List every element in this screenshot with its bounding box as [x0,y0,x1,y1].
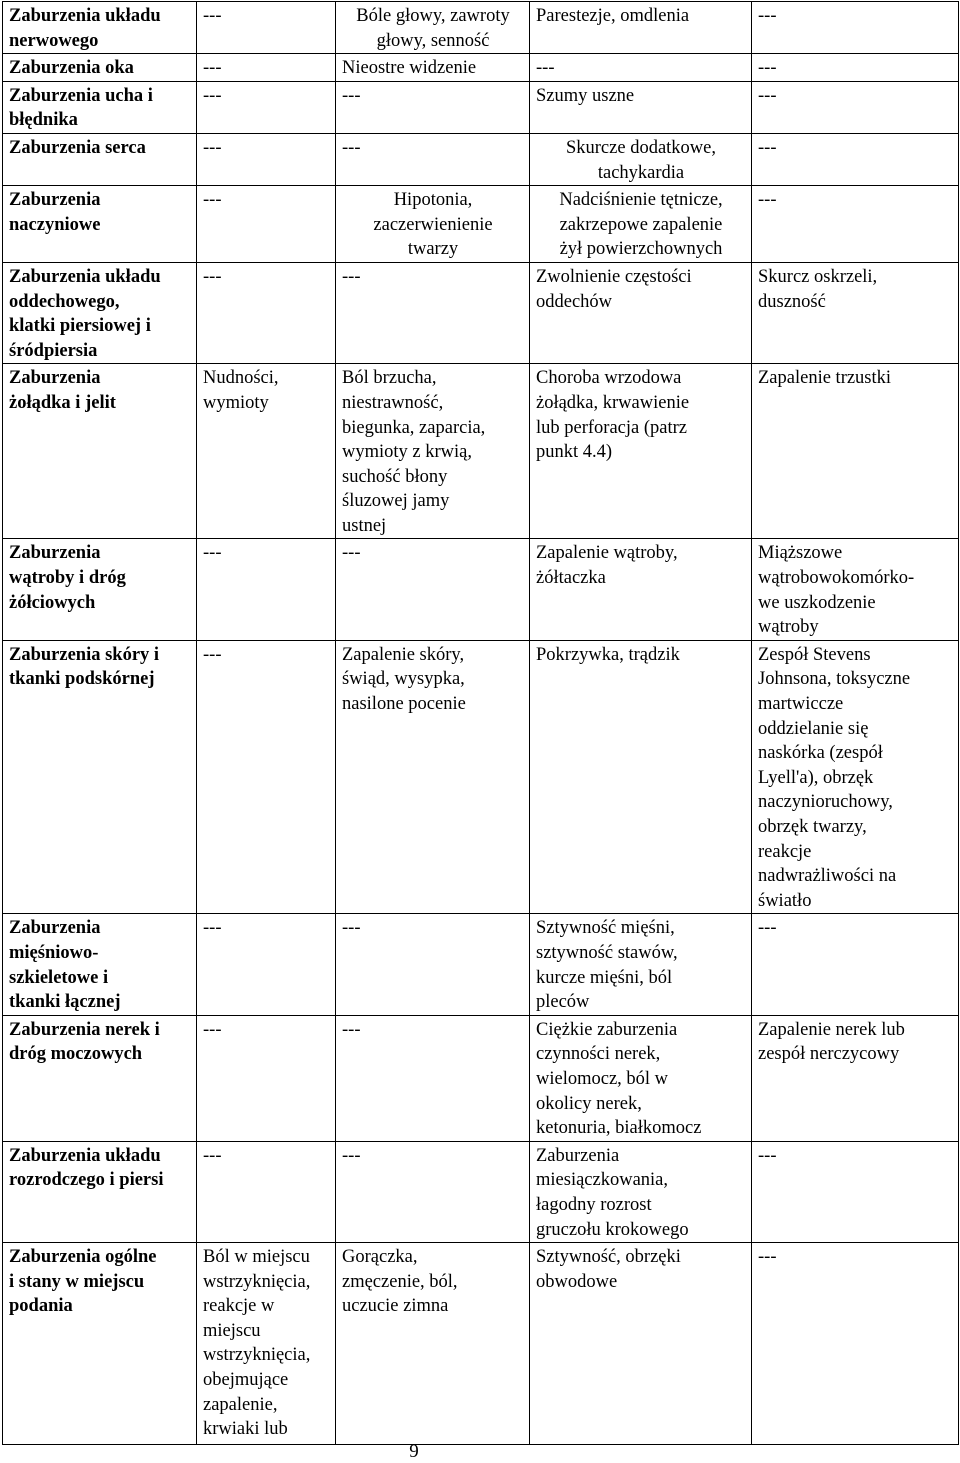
table-row [3,2,959,54]
cell-text-line: wymioty [203,392,269,413]
cell-text-line: nadwrażliwości na [758,866,897,887]
table-body [3,2,959,1445]
cell-text-line: --- [203,918,222,939]
organ-class-cell [3,914,197,1015]
cell-text-line: pleców [536,992,590,1013]
cell-text-line: biegunka, zaparcia, [342,417,486,438]
cell-text-line: Zapalenie trzustki [758,368,892,389]
frequency-col-4-cell [752,54,959,82]
cell-text-line: nasilone pocenie [342,694,466,715]
frequency-col-1-cell [197,914,336,1015]
cell-text-line: Ból brzucha, [342,368,437,389]
cell-text-line: krwiaki lub [203,1419,288,1440]
cell-text-line: wątroby [758,617,819,638]
cell-text-line: zmęczenie, ból, [342,1271,458,1292]
cell-text-line: oddechowego, [9,291,120,312]
cell-text-line: szkieletowe i [9,967,109,988]
cell-text-line: Johnsona, toksyczne [758,669,911,690]
cell-text-line: Lyell'a), obrzęk [758,767,874,788]
frequency-col-4-cell [752,2,959,54]
frequency-col-4-cell [752,186,959,263]
frequency-col-3-cell [530,1243,752,1445]
cell-text-line: wątroby i dróg [9,568,126,589]
cell-text-line: głowy, senność [376,30,490,51]
cell-text-line: --- [536,58,555,79]
cell-text-line: zakrzepowe zapalenie [559,214,723,235]
table-row [3,186,959,263]
cell-text-line: Gorączka, [342,1247,418,1268]
cell-text-line: żył powierzchownych [559,239,723,260]
frequency-col-4-cell [752,640,959,914]
cell-text-line: duszność [758,291,826,312]
cell-text-line: --- [203,58,222,79]
organ-class-cell [3,640,197,914]
cell-text-line: niestrawność, [342,392,444,413]
organ-class-cell [3,186,197,263]
cell-text-line: Sztywność, obrzęki [536,1247,681,1268]
cell-text-line: --- [203,1019,222,1040]
cell-text-line: ustnej [342,515,387,536]
cell-text-line: --- [758,137,777,158]
organ-class-cell [3,81,197,133]
frequency-col-1-cell [197,2,336,54]
frequency-col-1-cell [197,640,336,914]
frequency-col-1-cell [197,364,336,539]
cell-text-line: --- [342,137,361,158]
frequency-col-1-cell [197,54,336,82]
cell-text-line: Zaburzenia ogólne [9,1247,157,1268]
cell-text-line: miejscu [203,1320,261,1341]
cell-text-line: zespół nerczycowy [758,1044,900,1065]
frequency-col-1-cell [197,1243,336,1445]
cell-text-line: Skurcze dodatkowe, [565,137,716,158]
cell-text-line: żołądka i jelit [9,392,116,413]
table-row [3,364,959,539]
cell-text-line: --- [342,85,361,106]
table-row [3,914,959,1015]
cell-text-line: --- [758,6,777,26]
frequency-col-3-cell [530,262,752,363]
cell-text-line: Zaburzenia układu [9,6,161,26]
cell-text-line: Zaburzenia [9,368,101,389]
cell-text-line: wymioty z krwią, [342,442,472,463]
cell-text-line: śródpiersia [9,340,98,361]
cell-text-line: czynności nerek, [536,1044,661,1065]
cell-text-line: zapalenie, [203,1394,278,1415]
cell-text-line: naskórka (zespół [758,743,883,764]
organ-class-cell [3,1141,197,1242]
cell-text-line: Miąższowe [758,543,843,564]
cell-text-line: Zaburzenia oka [9,58,134,79]
cell-text-line: Skurcz oskrzeli, [758,266,878,287]
organ-class-cell [3,1243,197,1445]
cell-text-line: naczyniowe [9,214,101,235]
cell-text-line: sztywność stawów, [536,942,678,963]
cell-text-line: Bóle głowy, zawroty [356,6,510,26]
table-row [3,539,959,640]
cell-text-line: --- [342,543,361,564]
cell-text-line: okolicy nerek, [536,1093,642,1114]
cell-text-line: Nieostre widzenie [342,58,477,79]
frequency-col-2-cell [336,364,530,539]
table-row [3,1243,959,1445]
cell-text-line: Zapalenie nerek lub [758,1019,905,1040]
cell-text-line: łagodny rozrost [536,1194,652,1215]
cell-text-line: Parestezje, omdlenia [536,6,690,26]
frequency-col-4-cell [752,81,959,133]
cell-text-line: punkt 4.4) [536,442,613,463]
cell-text-line: --- [203,266,222,287]
cell-text-line: --- [203,85,222,106]
organ-class-cell [3,364,197,539]
cell-text-line: śluzowej jamy [342,491,450,512]
cell-text-line: --- [342,918,361,939]
cell-text-line: oddzielanie się [758,718,869,739]
cell-text-line: zaczerwienienie [373,214,493,235]
frequency-col-1-cell [197,539,336,640]
cell-text-line: i stany w miejscu [9,1271,145,1292]
frequency-col-4-cell [752,914,959,1015]
cell-text-line: dróg moczowych [9,1044,143,1065]
cell-text-line: --- [758,85,777,106]
cell-text-line: Pokrzywka, trądzik [536,644,680,665]
frequency-col-4-cell [752,539,959,640]
cell-text-line: oddechów [536,291,613,312]
cell-text-line: --- [203,543,222,564]
frequency-col-3-cell [530,54,752,82]
cell-text-line: wstrzyknięcia, [203,1271,311,1292]
cell-text-line: martwiccze [758,694,844,715]
cell-text-line: kurcze mięśni, ból [536,967,673,988]
frequency-col-2-cell [336,2,530,54]
frequency-col-3-cell [530,1141,752,1242]
table-row [3,1141,959,1242]
frequency-col-3-cell [530,81,752,133]
table-row [3,81,959,133]
cell-text-line: obejmujące [203,1370,289,1391]
frequency-col-3-cell [530,914,752,1015]
cell-text-line: --- [342,266,361,287]
cell-text-line: --- [203,137,222,158]
cell-text-line: Zapalenie skóry, [342,644,465,665]
frequency-col-4-cell [752,1141,959,1242]
frequency-col-2-cell [336,186,530,263]
frequency-col-2-cell [336,914,530,1015]
cell-text-line: Choroba wrzodowa [536,368,682,389]
frequency-col-1-cell [197,133,336,185]
page-number: 9 [409,1441,419,1462]
frequency-col-3-cell [530,186,752,263]
cell-text-line: --- [203,644,222,665]
cell-text-line: obrzęk twarzy, [758,817,867,837]
cell-text-line: światło [758,890,812,911]
cell-text-line: klatki piersiowej i [9,316,151,337]
cell-text-line: Szumy uszne [536,85,635,106]
cell-text-line: wielomocz, ból w [536,1068,669,1089]
organ-class-cell [3,1015,197,1141]
frequency-col-1-cell [197,186,336,263]
cell-text-line: naczynioruchowy, [758,792,893,813]
frequency-col-2-cell [336,1243,530,1445]
frequency-col-2-cell [336,640,530,914]
organ-class-cell [3,54,197,82]
cell-text-line: wstrzyknięcia, [203,1345,311,1366]
table-row [3,133,959,185]
cell-text-line: Zapalenie wątroby, [536,543,678,564]
frequency-col-2-cell [336,539,530,640]
cell-text-line: żółtaczka [536,568,606,589]
cell-text-line: Nadciśnienie tętnicze, [559,190,723,211]
frequency-col-2-cell [336,1015,530,1141]
cell-text-line: --- [758,1247,777,1268]
frequency-col-4-cell [752,262,959,363]
cell-text-line: Ciężkie zaburzenia [536,1019,678,1040]
cell-text-line: tkanki łącznej [9,992,121,1013]
cell-text-line: lub perforacja (patrz [536,417,687,438]
table-row [3,54,959,82]
cell-text-line: --- [203,6,222,26]
adverse-effects-table [2,1,959,1445]
cell-text-line: Zaburzenia [9,543,101,564]
cell-text-line: ketonuria, białkomocz [536,1118,702,1139]
cell-text-line: Zaburzenia [536,1145,620,1166]
frequency-col-1-cell [197,81,336,133]
cell-text-line: --- [203,190,222,211]
table-row [3,640,959,914]
frequency-col-2-cell [336,133,530,185]
cell-text-line: --- [342,1145,361,1166]
frequency-col-3-cell [530,640,752,914]
cell-text-line: obwodowe [536,1271,618,1292]
frequency-col-1-cell [197,262,336,363]
cell-text-line: świąd, wysypka, [342,669,465,690]
frequency-col-4-cell [752,133,959,185]
cell-text-line: Zaburzenia układu [9,1145,161,1166]
frequency-col-2-cell [336,262,530,363]
organ-class-cell [3,133,197,185]
cell-text-line: rozrodczego i piersi [9,1170,164,1191]
organ-class-cell [3,2,197,54]
frequency-col-4-cell [752,1243,959,1445]
cell-text-line: błędnika [9,110,78,131]
cell-text-line: Zaburzenia [9,190,101,211]
organ-class-cell [3,539,197,640]
cell-text-line: --- [342,1019,361,1040]
cell-text-line: Zaburzenia [9,918,101,939]
cell-text-line: we uszkodzenie [758,592,876,613]
cell-text-line: Sztywność mięśni, [536,918,675,939]
cell-text-line: Zaburzenia skóry i [9,644,160,665]
frequency-col-4-cell [752,1015,959,1141]
cell-text-line: Zwolnienie częstości [536,266,692,287]
frequency-col-3-cell [530,133,752,185]
cell-text-line: suchość błony [342,466,448,487]
frequency-col-3-cell [530,364,752,539]
cell-text-line: --- [758,58,777,79]
cell-text-line: reakcje [758,841,812,862]
cell-text-line: Ból w miejscu [203,1247,310,1268]
frequency-col-3-cell [530,2,752,54]
frequency-col-3-cell [530,539,752,640]
frequency-col-2-cell [336,81,530,133]
cell-text-line: miesiączkowania, [536,1170,669,1191]
cell-text-line: twarzy [407,239,459,260]
cell-text-line: nerwowego [9,30,99,51]
cell-text-line: żołądka, krwawienie [536,392,690,413]
cell-text-line: Hipotonia, [393,190,473,211]
cell-text-line: Zaburzenia układu [9,266,161,287]
cell-text-line: mięśniowo- [9,942,99,963]
frequency-col-1-cell [197,1015,336,1141]
cell-text-line: --- [203,1145,222,1166]
frequency-col-1-cell [197,1141,336,1242]
cell-text-line: Nudności, [203,368,279,389]
frequency-col-2-cell [336,54,530,82]
cell-text-line: --- [758,918,777,939]
cell-text-line: żółciowych [9,592,96,613]
table-row [3,262,959,363]
cell-text-line: Zespół Stevens [758,644,871,665]
organ-class-cell [3,262,197,363]
cell-text-line: tkanki podskórnej [9,669,155,690]
cell-text-line: podania [9,1296,73,1317]
cell-text-line: wątrobowokomórko- [758,568,915,589]
frequency-col-3-cell [530,1015,752,1141]
cell-text-line: reakcje w [203,1296,275,1317]
cell-text-line: --- [758,1145,777,1166]
cell-text-line: uczucie zimna [342,1296,449,1317]
cell-text-line: gruczołu krokowego [536,1219,689,1240]
cell-text-line: --- [758,190,777,211]
cell-text-line: tachykardia [597,162,685,183]
cell-text-line: Zaburzenia serca [9,137,146,158]
frequency-col-2-cell [336,1141,530,1242]
cell-text-line: Zaburzenia nerek i [9,1019,160,1040]
table-row [3,1015,959,1141]
frequency-col-4-cell [752,364,959,539]
cell-text-line: Zaburzenia ucha i [9,85,153,106]
